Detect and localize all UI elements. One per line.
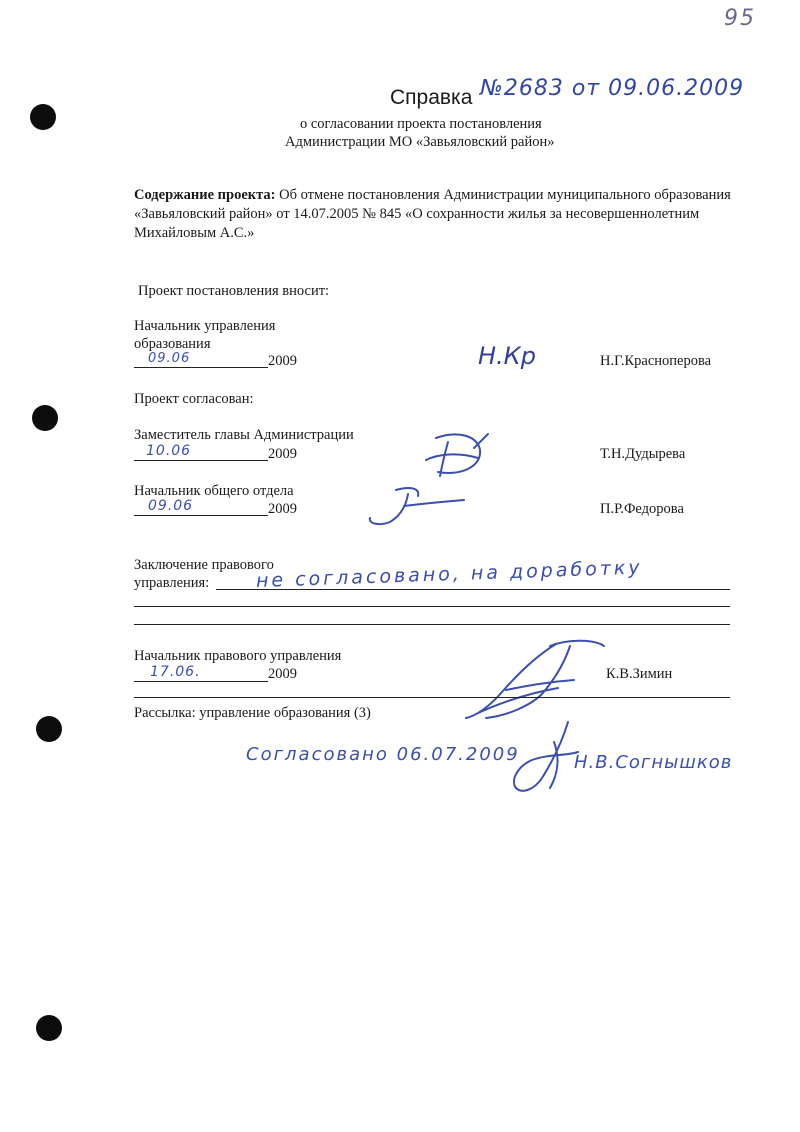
project-content-text: Об отмене постановления Администрации муниципального образования «Завьяловский район» от 14.07.2005 № 845 «О сохранности жилья за несовершеннолетним Михайловым А.С.»: [134, 187, 731, 241]
date-line: [134, 460, 268, 461]
approver-signature-icon: [360, 482, 470, 532]
submitter-signature: Н.Кр: [478, 342, 536, 370]
approver-name: П.Р.Федорова: [600, 501, 684, 517]
legal-head-year: 2009: [268, 666, 297, 682]
submitter-position-line2: образования: [134, 336, 211, 352]
date-line: [134, 681, 268, 682]
mailing-list: Рассылка: управление образования (3): [134, 705, 371, 721]
document-subtitle-line2: Администрации МО «Завьяловский район»: [285, 134, 555, 150]
legal-head-position: Начальник правового управления: [134, 648, 342, 664]
punch-hole: [30, 104, 56, 130]
punch-hole: [32, 405, 58, 431]
legal-head-name: К.В.Зимин: [606, 666, 673, 682]
final-signature-name: Н.В.Согнышков: [574, 752, 733, 773]
approver-year: 2009: [268, 501, 297, 517]
legal-conclusion-line: [134, 624, 730, 625]
legal-label-line2: управления:: [134, 575, 210, 591]
document-subtitle-line1: о согласовании проекта постановления: [300, 116, 542, 132]
date-line: [134, 515, 268, 516]
date-line: [134, 367, 268, 368]
submitter-date: 09.06: [148, 351, 191, 366]
page-number: 95: [724, 6, 756, 31]
approved-heading: Проект согласован:: [134, 391, 254, 407]
submitter-position-line1: Начальник управления: [134, 318, 276, 334]
legal-label-line1: Заключение правового: [134, 557, 274, 573]
approver-name: Т.Н.Дудырева: [600, 446, 686, 462]
project-content: [134, 186, 734, 243]
submitter-year: 2009: [268, 353, 297, 369]
approver-position: Начальник общего отдела: [134, 483, 294, 499]
project-content-label: Содержание проекта:: [134, 187, 276, 203]
punch-hole: [36, 716, 62, 742]
document-number: №2683 от 09.06.2009: [480, 76, 745, 101]
final-approval-note: Согласовано 06.07.2009: [246, 744, 520, 765]
approver-year: 2009: [268, 446, 297, 462]
approver-date: 09.06: [148, 498, 194, 514]
legal-conclusion-line: [134, 606, 730, 607]
legal-conclusion: не согласовано, на доработку: [255, 556, 643, 592]
legal-head-date: 17.06.: [150, 664, 201, 680]
submitter-name: Н.Г.Красноперова: [600, 353, 712, 369]
approver-signature-icon: [418, 428, 498, 488]
approver-date: 10.06: [146, 443, 192, 459]
divider-line: [134, 697, 730, 698]
submitter-heading: Проект постановления вносит:: [138, 283, 330, 299]
approver-position: Заместитель главы Администрации: [134, 427, 354, 443]
punch-hole: [36, 1015, 62, 1041]
document-title: Справка: [390, 86, 473, 109]
